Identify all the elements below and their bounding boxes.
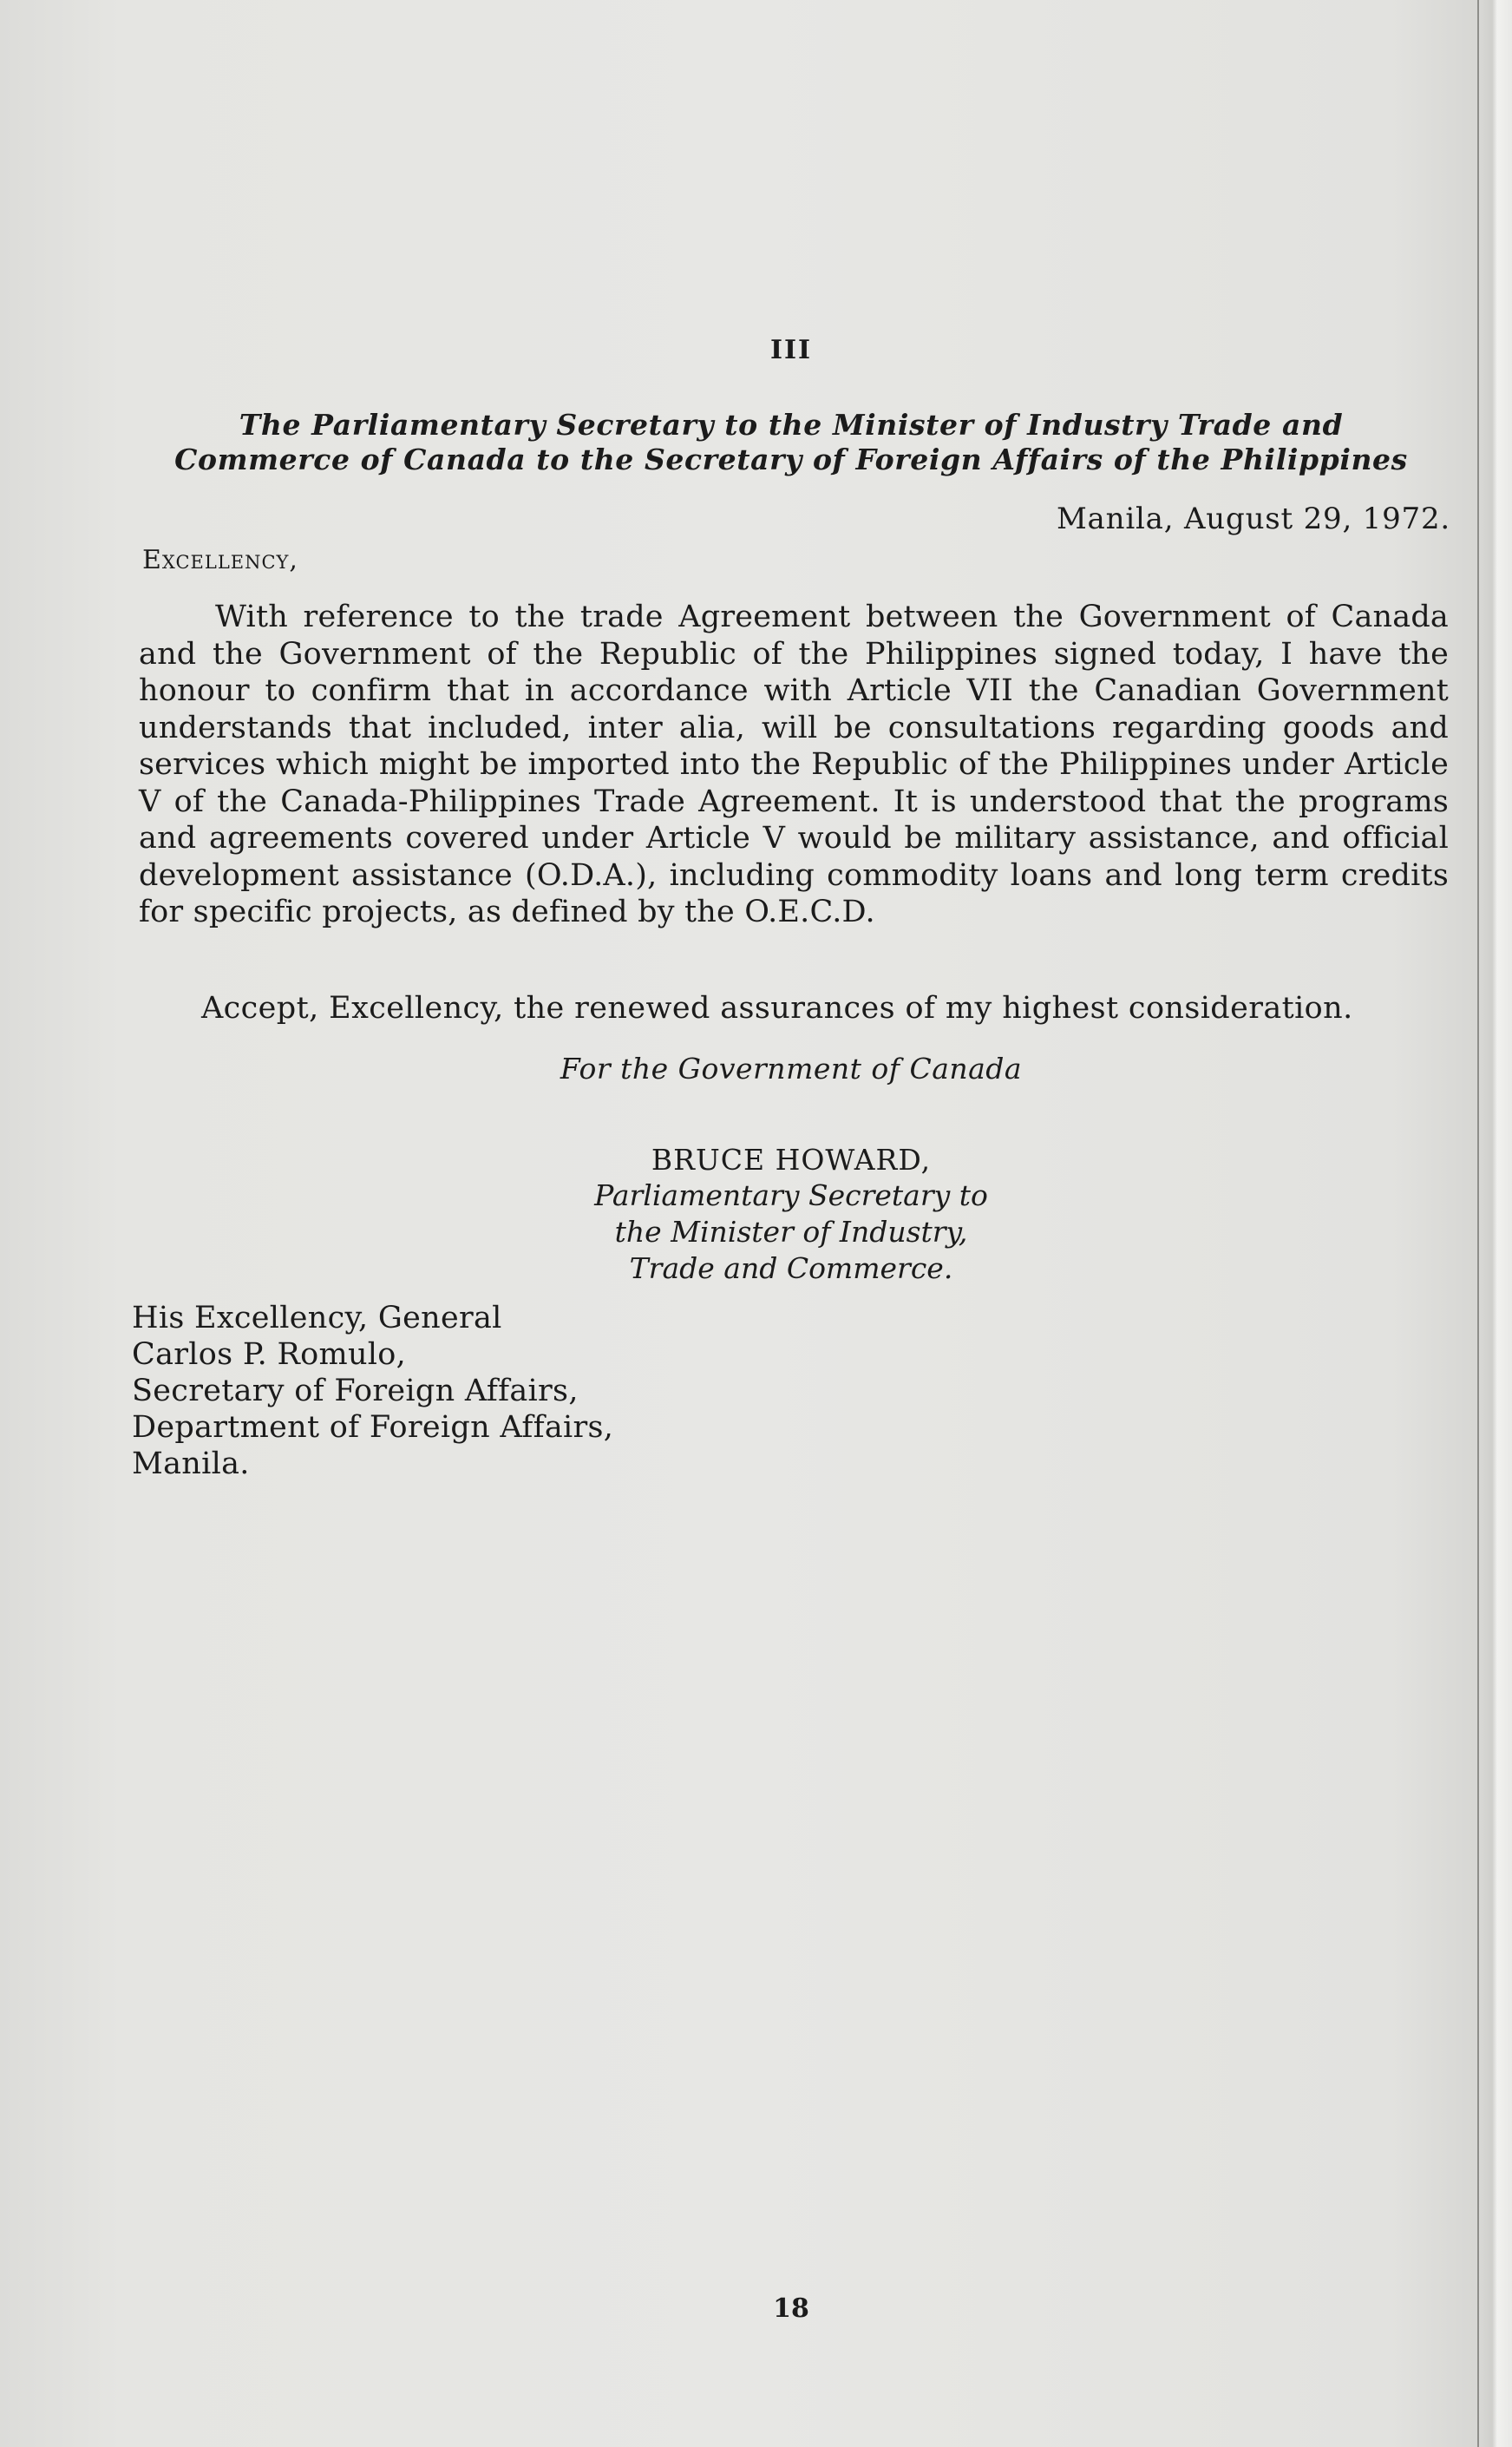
addressee-line-1: His Excellency, General <box>132 1301 502 1335</box>
letter-title-line-1: The Parliamentary Secretary to the Minister of Industry Trade and <box>239 408 1344 442</box>
signer-title-line-3: Trade and Commerce. <box>629 1251 953 1285</box>
page-number: 18 <box>773 2293 809 2324</box>
addressee-line-4: Department of Foreign Affairs, <box>132 1410 614 1445</box>
letter-title-line-2: Commerce of Canada to the Secretary of Foreign Affairs of the Philippines <box>174 443 1408 476</box>
closing-line: Accept, Excellency, the renewed assurances of my highest consideration. <box>201 991 1353 1026</box>
addressee-line-5: Manila. <box>132 1447 250 1481</box>
body-paragraph: With reference to the trade Agreement between the Government of Canada and the Government of the Republic of the Philippines signed today, I have the honour to confirm that in accordance with Article VII the Canadian Government understands that included, inter alia, will be consultations regarding goods and services which might be imported into the Republic of the Philippines under Article V of the Canada-Philippines Trade Agreement. It is understood that the programs and agreements covered under Article V would be military assistance, and official development assistance (O.D.A.), including commodity loans and long term credits for specific projects, as defined by the O.E.C.D. <box>139 600 1449 929</box>
salutation: Excellency, <box>142 545 298 575</box>
signer-name: BRUCE HOWARD, <box>651 1143 932 1177</box>
date-line: Manila, August 29, 1972. <box>1056 502 1450 536</box>
signer-title-line-2: the Minister of Industry, <box>614 1215 968 1249</box>
section-numeral: III <box>769 335 813 365</box>
addressee-line-2: Carlos P. Romulo, <box>132 1337 407 1372</box>
letter-content <box>132 0 1450 2447</box>
addressee-line-3: Secretary of Foreign Affairs, <box>132 1374 579 1408</box>
for-government-line: For the Government of Canada <box>560 1052 1023 1086</box>
page-right-edge <box>1477 0 1512 2447</box>
signer-title-line-1: Parliamentary Secretary to <box>594 1178 988 1212</box>
addressee-block <box>132 1300 613 1482</box>
